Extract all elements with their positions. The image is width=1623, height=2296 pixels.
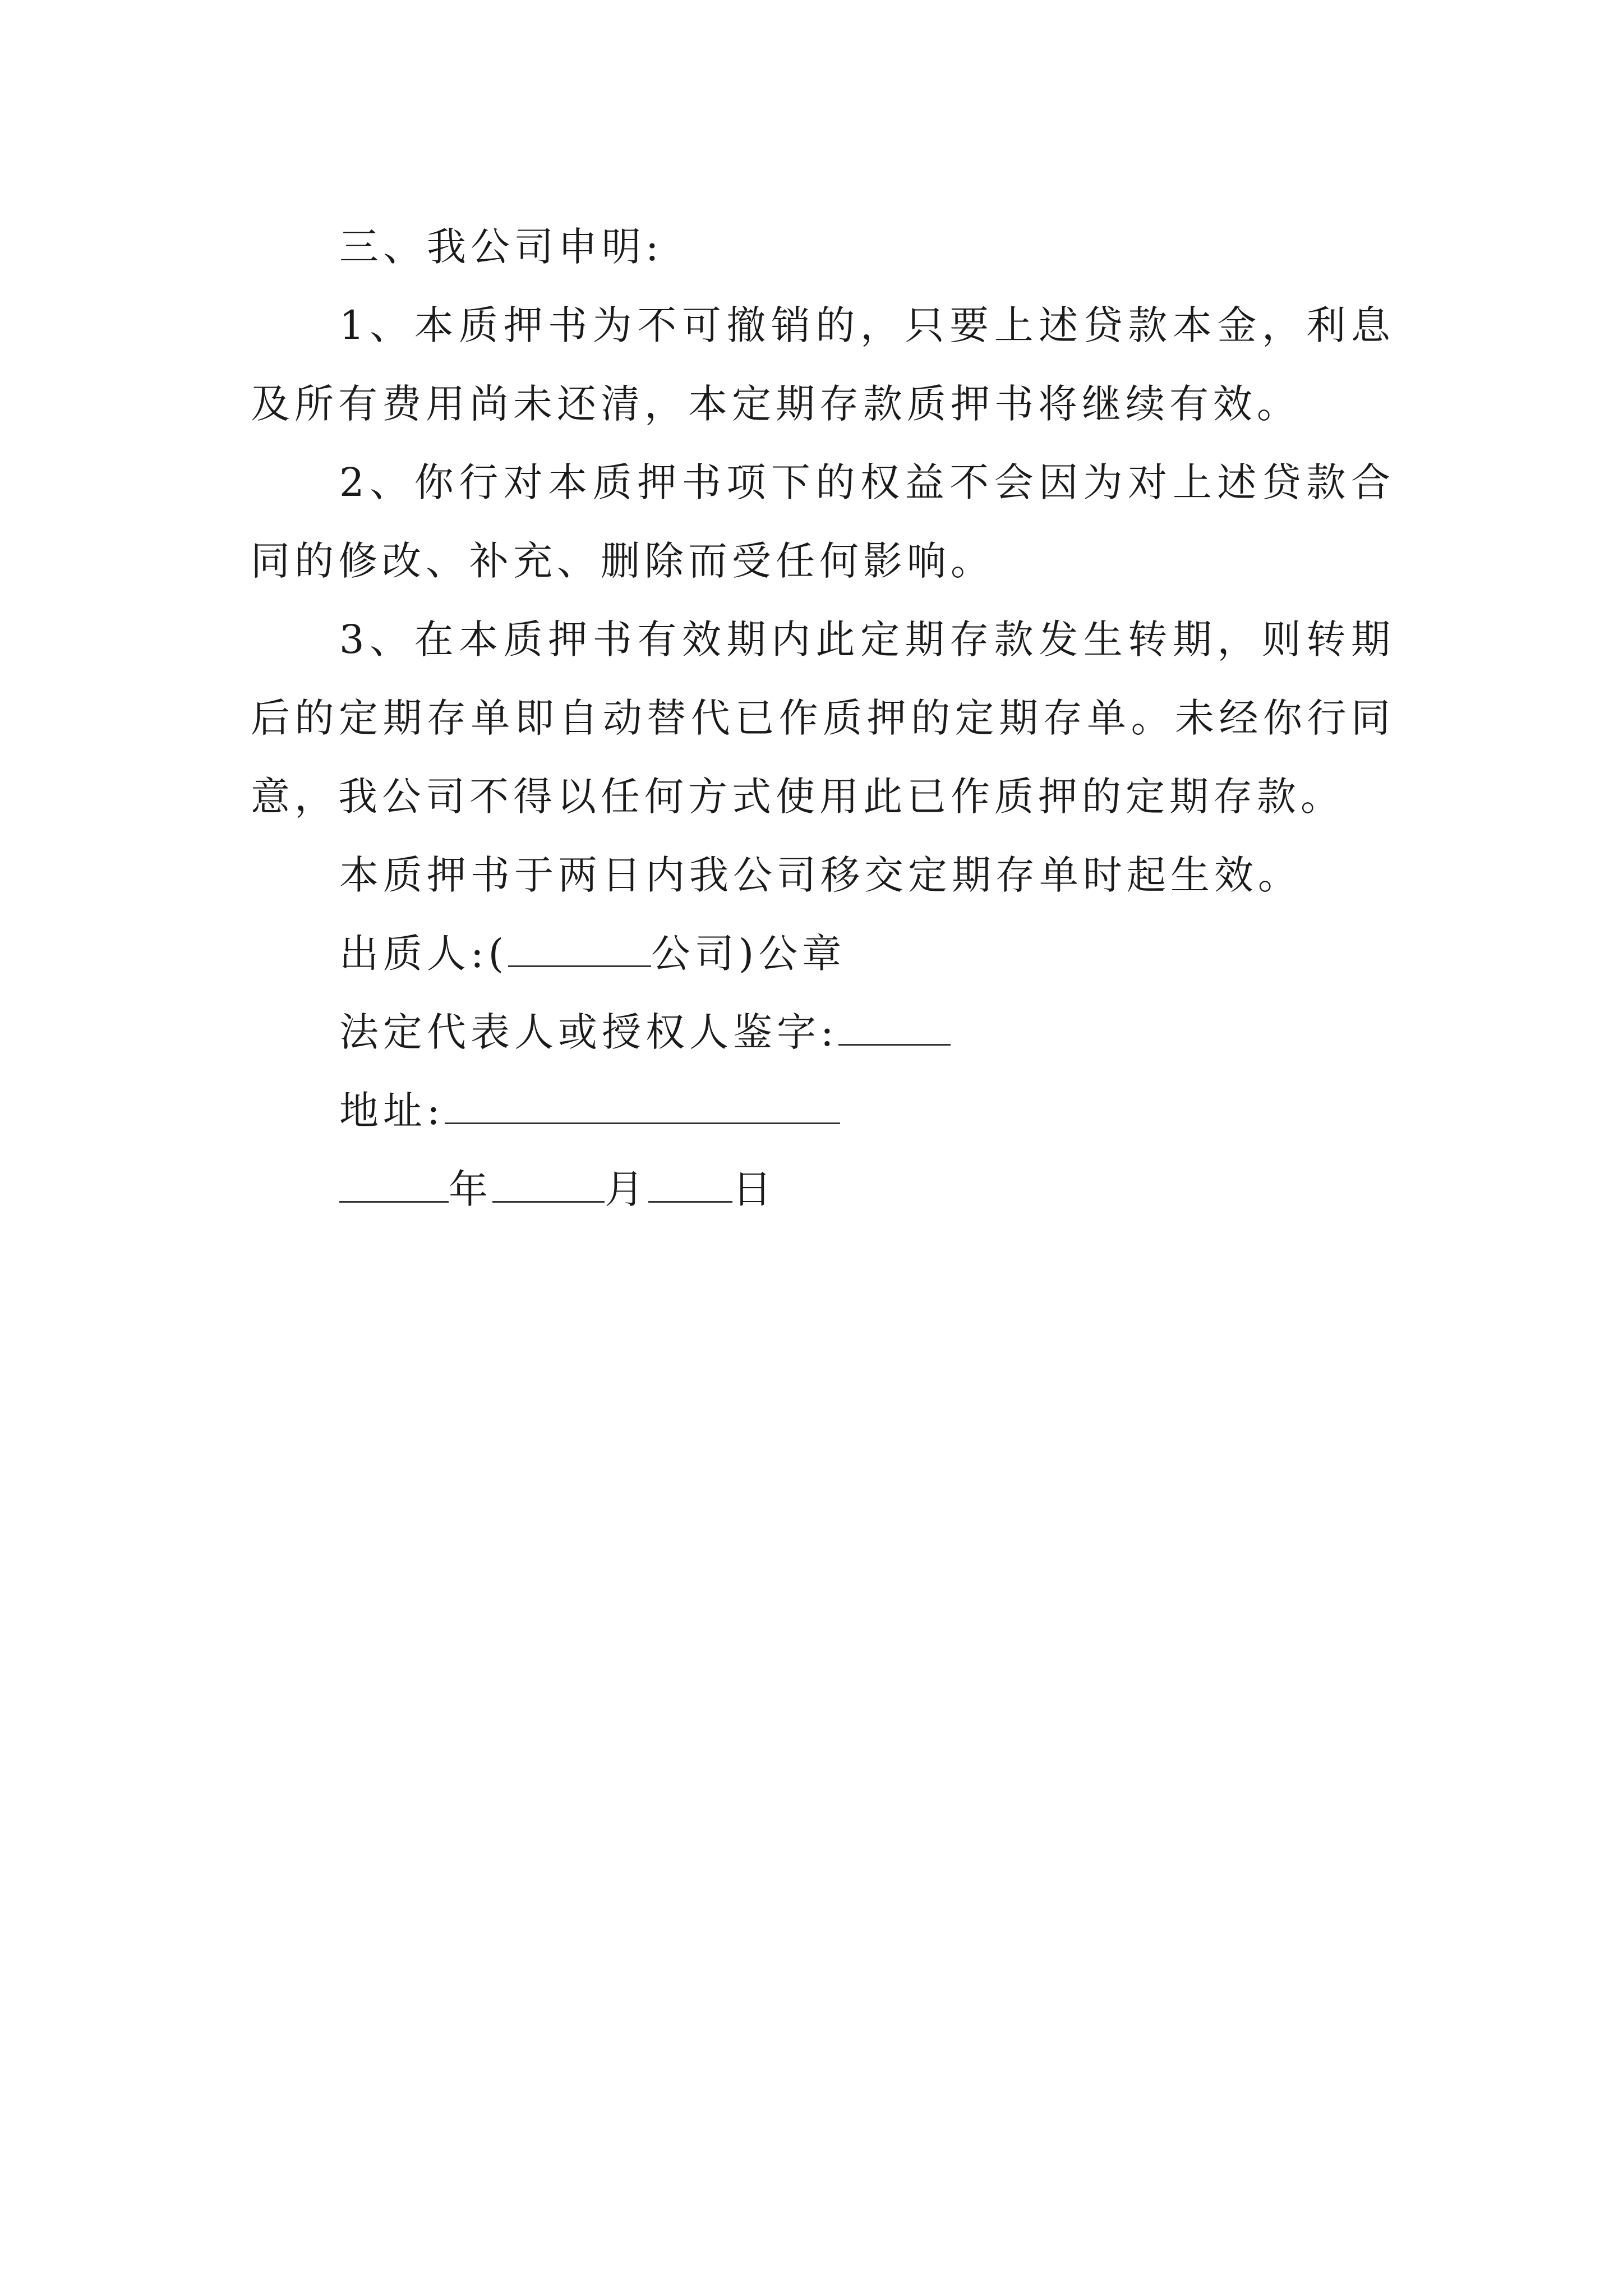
document-body xyxy=(251,208,1395,1228)
signature-blank xyxy=(838,1011,951,1046)
year-label: 年 xyxy=(449,1166,492,1212)
clause-2: 2、你行对本质押书项下的权益不会因为对上述贷款合同的修改、补充、删除而受任何影响。 xyxy=(251,459,1395,584)
effective-statement: 本质押书于两日内我公司移交定期存单时起生效。 xyxy=(339,852,1302,898)
section-heading: 三、我公司申明: xyxy=(339,224,663,270)
day-label: 日 xyxy=(732,1166,776,1212)
address-line xyxy=(251,1071,1395,1150)
legal-rep-label: 法定代表人或授权人鉴字: xyxy=(339,1009,838,1055)
address-label: 地址: xyxy=(339,1088,445,1134)
pledgor-line xyxy=(251,914,1395,993)
date-line xyxy=(251,1150,1395,1228)
month-label: 月 xyxy=(605,1166,648,1212)
clause-1: 1、本质押书为不可撤销的，只要上述贷款本金，利息及所有费用尚未还清，本定期存款质押书将继续有效。 xyxy=(251,302,1395,427)
clause-3: 3、在本质押书有效期内此定期存款发生转期，则转期后的定期存单即自动替代已作质押的定期存单。未经你行同意，我公司不得以任何方式使用此已作质押的定期存款。 xyxy=(251,616,1395,820)
address-blank xyxy=(445,1090,840,1124)
year-blank xyxy=(339,1168,449,1203)
day-blank xyxy=(648,1168,732,1203)
pledgor-suffix: 公司)公章 xyxy=(651,931,846,977)
company-name-blank xyxy=(508,933,651,967)
pledgor-label: 出质人:( xyxy=(339,931,508,977)
month-blank xyxy=(492,1168,605,1203)
legal-rep-line xyxy=(251,993,1395,1071)
